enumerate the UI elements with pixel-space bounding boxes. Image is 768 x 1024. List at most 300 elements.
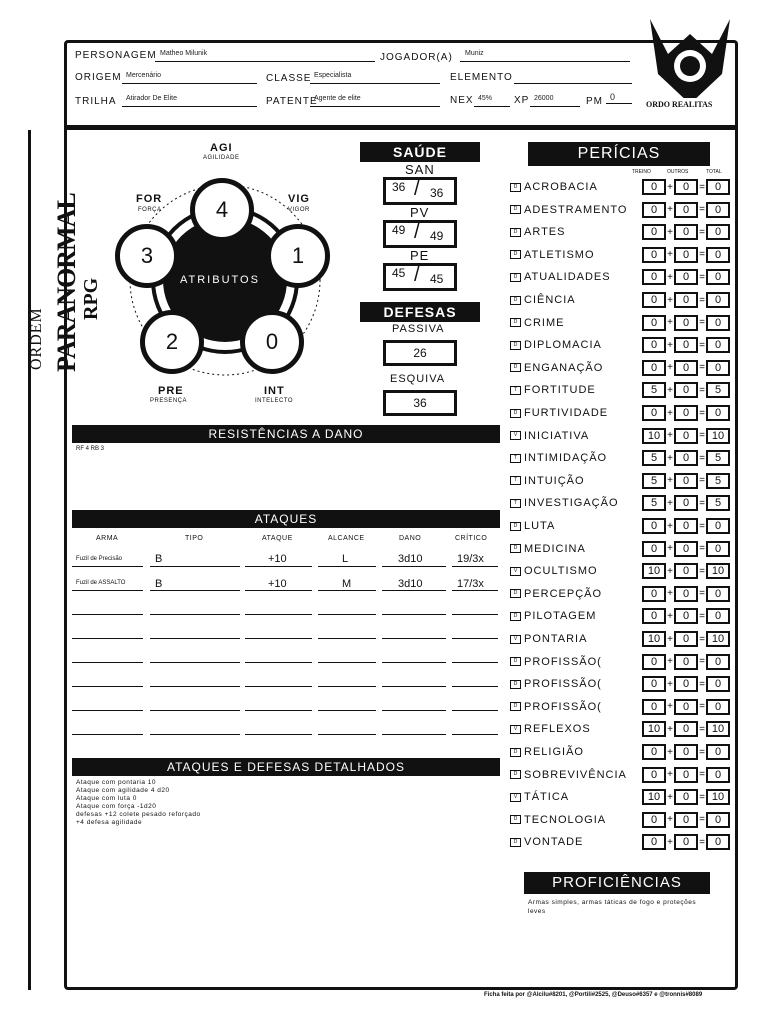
- attack-cell-line: [382, 734, 446, 735]
- skill-outros[interactable]: 0: [674, 834, 698, 850]
- skill-treino[interactable]: 0: [642, 269, 666, 285]
- skill-outros[interactable]: 0: [674, 541, 698, 557]
- plus-icon: +: [667, 384, 673, 396]
- for-value[interactable]: 3: [115, 224, 179, 288]
- col-dano: DANO: [399, 535, 422, 542]
- origem-value[interactable]: Mercenário: [126, 72, 162, 79]
- pre-label: PRE: [158, 385, 184, 397]
- skill-name: CIÊNCIA: [524, 294, 576, 306]
- skill-treino[interactable]: 0: [642, 834, 666, 850]
- skill-outros[interactable]: 0: [674, 428, 698, 444]
- skill-treino[interactable]: 0: [642, 315, 666, 331]
- attack-cell-line: [382, 638, 446, 639]
- skill-treino[interactable]: 10: [642, 721, 666, 737]
- skill-tag: T: [510, 454, 521, 463]
- skill-outros[interactable]: 0: [674, 654, 698, 670]
- plus-icon: +: [667, 588, 673, 600]
- detalhados-list[interactable]: [76, 779, 201, 827]
- equals-icon: =: [699, 452, 705, 464]
- equals-icon: =: [699, 497, 705, 509]
- skill-name: INTUIÇÃO: [524, 474, 585, 487]
- agi-value[interactable]: 4: [190, 178, 254, 242]
- attack-cell-line: [318, 614, 376, 615]
- resistencias-text[interactable]: RF 4 RB 3: [76, 446, 105, 452]
- equals-icon: =: [699, 362, 705, 374]
- skill-row: [510, 630, 735, 648]
- detalhe-line: Ataque com agilidade 4 d20: [76, 787, 170, 794]
- attack-cell-line: [382, 686, 446, 687]
- skill-tag: D: [510, 815, 521, 824]
- col-treino: TREINO: [632, 169, 651, 175]
- jogador-line: [460, 50, 630, 62]
- vig-sub: VIGOR: [288, 207, 310, 213]
- skill-tag: D: [510, 589, 521, 598]
- attack-cell-line: [318, 566, 376, 567]
- patente-value[interactable]: Agente de elite: [314, 95, 361, 102]
- skill-name: PROFISSÃO(: [524, 678, 602, 691]
- vig-value[interactable]: 1: [266, 224, 330, 288]
- attack-2-alcance[interactable]: M: [342, 578, 352, 590]
- equals-icon: =: [699, 769, 705, 781]
- skill-outros[interactable]: 0: [674, 382, 698, 398]
- skill-name: PERCEPÇÃO: [524, 587, 603, 600]
- attack-cell-line: [382, 614, 446, 615]
- attack-cell-line: [72, 662, 143, 663]
- skill-outros[interactable]: 0: [674, 360, 698, 376]
- skill-outros[interactable]: 0: [674, 812, 698, 828]
- skill-treino[interactable]: 0: [642, 202, 666, 218]
- skill-tag: D: [510, 341, 521, 350]
- skill-treino[interactable]: 0: [642, 337, 666, 353]
- skill-name: PROFISSÃO(: [524, 700, 602, 713]
- col-alcance: ALCANCE: [328, 535, 365, 542]
- skill-total: 10: [706, 563, 730, 579]
- skill-total: 0: [706, 292, 730, 308]
- pv-slash: /: [414, 221, 420, 243]
- skill-total: 10: [706, 428, 730, 444]
- detalhe-line: Ataque com luta 0: [76, 795, 137, 802]
- attack-cell-line: [245, 686, 312, 687]
- vig-label: VIG: [288, 193, 310, 205]
- skill-outros[interactable]: 0: [674, 315, 698, 331]
- attack-cell-line: [72, 710, 143, 711]
- skill-treino[interactable]: 0: [642, 586, 666, 602]
- attack-cell-line: [72, 734, 143, 735]
- skill-row: [510, 720, 735, 738]
- attack-1-tipo[interactable]: B: [155, 553, 163, 565]
- skill-tag: D: [510, 273, 521, 282]
- skill-treino[interactable]: 0: [642, 224, 666, 240]
- attack-cell-line: [245, 566, 312, 567]
- attack-cell-line: [72, 686, 143, 687]
- pv-current[interactable]: 49: [392, 223, 406, 237]
- skill-treino[interactable]: 10: [642, 789, 666, 805]
- attack-cell-line: [245, 734, 312, 735]
- col-ataque: ATAQUE: [262, 535, 293, 542]
- skill-treino[interactable]: 0: [642, 179, 666, 195]
- equals-icon: =: [699, 204, 705, 216]
- skill-name: FURTIVIDADE: [524, 407, 609, 419]
- skill-total: 5: [706, 450, 730, 466]
- pe-current[interactable]: 45: [392, 266, 406, 280]
- plus-icon: +: [667, 701, 673, 713]
- skill-outros[interactable]: 0: [674, 450, 698, 466]
- plus-icon: +: [667, 475, 673, 487]
- skill-total: 0: [706, 608, 730, 624]
- trilha-label: TRILHA: [75, 96, 117, 107]
- equals-icon: =: [699, 317, 705, 329]
- skill-outros[interactable]: 0: [674, 676, 698, 692]
- attack-cell-line: [150, 638, 240, 639]
- skill-outros[interactable]: 0: [674, 563, 698, 579]
- skill-row: [510, 675, 735, 693]
- skill-name: PONTARIA: [524, 633, 588, 645]
- detalhe-line: Ataque com pontaria 10: [76, 779, 157, 786]
- skill-row: [510, 811, 735, 829]
- nex-label: NEX: [450, 95, 474, 106]
- attack-cell-line: [452, 638, 498, 639]
- skill-total: 0: [706, 834, 730, 850]
- skill-name: OCULTISMO: [524, 565, 598, 578]
- equals-icon: =: [699, 407, 705, 419]
- skill-row: [510, 201, 735, 219]
- pm-value[interactable]: 0: [610, 92, 616, 102]
- skill-outros[interactable]: 0: [674, 247, 698, 263]
- pre-value[interactable]: 2: [140, 310, 204, 374]
- equals-icon: =: [699, 678, 705, 690]
- plus-icon: +: [667, 610, 673, 622]
- attack-2-dano[interactable]: 3d10: [398, 578, 423, 590]
- skill-total: 0: [706, 586, 730, 602]
- skill-name: TÁTICA: [524, 791, 570, 804]
- skill-treino[interactable]: 0: [642, 541, 666, 557]
- equals-icon: =: [699, 565, 705, 577]
- brand-rpg: RPG: [80, 277, 102, 320]
- skill-tag: T: [510, 476, 521, 485]
- skill-row: [510, 336, 735, 354]
- for-label: FOR: [136, 193, 163, 205]
- attack-cell-line: [150, 734, 240, 735]
- brand-paranormal: PARANORMAL: [52, 193, 81, 372]
- int-label: INT: [264, 385, 285, 397]
- skill-tag: D: [510, 409, 521, 418]
- attack-cell-line: [318, 662, 376, 663]
- personagem-line: [155, 50, 375, 62]
- skill-outros[interactable]: 0: [674, 767, 698, 783]
- skill-row: [510, 788, 735, 806]
- skill-treino[interactable]: 0: [642, 608, 666, 624]
- skill-name: RELIGIÃO: [524, 746, 584, 758]
- equals-icon: =: [699, 430, 705, 442]
- attack-cell-line: [245, 662, 312, 663]
- attack-2-tipo[interactable]: B: [155, 578, 163, 590]
- skill-tag: D: [510, 657, 521, 666]
- plus-icon: +: [667, 633, 673, 645]
- skill-treino[interactable]: 0: [642, 518, 666, 534]
- attack-cell-line: [150, 710, 240, 711]
- skill-total: 0: [706, 812, 730, 828]
- skill-row: [510, 178, 735, 196]
- skill-tag: D: [510, 228, 521, 237]
- skill-total: 0: [706, 541, 730, 557]
- equals-icon: =: [699, 746, 705, 758]
- skill-tag: D: [510, 702, 521, 711]
- plus-icon: +: [667, 317, 673, 329]
- skill-treino[interactable]: 5: [642, 473, 666, 489]
- equals-icon: =: [699, 226, 705, 238]
- skill-total: 0: [706, 337, 730, 353]
- skill-row: [510, 562, 735, 580]
- equals-icon: =: [699, 181, 705, 193]
- plus-icon: +: [667, 452, 673, 464]
- elemento-line: [514, 72, 632, 84]
- skill-treino[interactable]: 0: [642, 699, 666, 715]
- col-outros: OUTROS: [667, 169, 689, 175]
- plus-icon: +: [667, 407, 673, 419]
- int-value[interactable]: 0: [240, 310, 304, 374]
- skill-name: ARTES: [524, 226, 566, 239]
- skill-treino[interactable]: 0: [642, 292, 666, 308]
- plus-icon: +: [667, 181, 673, 193]
- patente-line: [310, 95, 440, 107]
- skill-outros[interactable]: 0: [674, 224, 698, 240]
- skill-total: 0: [706, 224, 730, 240]
- skill-outros[interactable]: 0: [674, 721, 698, 737]
- skill-total: 0: [706, 518, 730, 534]
- attack-cell-line: [245, 638, 312, 639]
- plus-icon: +: [667, 814, 673, 826]
- skill-total: 10: [706, 631, 730, 647]
- skill-outros[interactable]: 0: [674, 789, 698, 805]
- skill-treino[interactable]: 0: [642, 247, 666, 263]
- attack-cell-line: [452, 734, 498, 735]
- plus-icon: +: [667, 204, 673, 216]
- skill-outros[interactable]: 0: [674, 744, 698, 760]
- skill-tag: D: [510, 612, 521, 621]
- attack-cell-line: [382, 710, 446, 711]
- skill-outros[interactable]: 0: [674, 586, 698, 602]
- skill-row: [510, 494, 735, 512]
- skill-total: 10: [706, 721, 730, 737]
- skill-tag: D: [510, 680, 521, 689]
- xp-label: XP: [514, 95, 530, 106]
- skill-name: MEDICINA: [524, 542, 586, 555]
- skill-treino[interactable]: 5: [642, 495, 666, 511]
- skill-name: ATLETISMO: [524, 248, 595, 261]
- attack-cell-line: [150, 686, 240, 687]
- skill-tag: D: [510, 250, 521, 259]
- header-divider: [64, 125, 738, 130]
- classe-value[interactable]: Especialista: [314, 72, 352, 79]
- skill-tag: V: [510, 567, 521, 576]
- xp-value[interactable]: 26000: [534, 95, 554, 102]
- skill-name: PILOTAGEM: [524, 610, 597, 623]
- plus-icon: +: [667, 678, 673, 690]
- pericias-title: PERÍCIAS: [528, 142, 710, 166]
- attack-1-arma[interactable]: Fuzil de Precisão: [76, 556, 123, 562]
- equals-icon: =: [699, 701, 705, 713]
- skill-tag: V: [510, 793, 521, 802]
- plus-icon: +: [667, 430, 673, 442]
- skill-treino[interactable]: 0: [642, 812, 666, 828]
- skill-treino[interactable]: 0: [642, 744, 666, 760]
- san-slash: /: [414, 178, 420, 200]
- skill-total: 0: [706, 654, 730, 670]
- san-label: SAN: [405, 162, 435, 177]
- plus-icon: +: [667, 339, 673, 351]
- skill-treino[interactable]: 0: [642, 676, 666, 692]
- skill-total: 0: [706, 699, 730, 715]
- skill-treino[interactable]: 0: [642, 405, 666, 421]
- skill-name: REFLEXOS: [524, 723, 591, 736]
- skill-row: [510, 223, 735, 241]
- attack-cell-line: [452, 590, 498, 591]
- skill-name: ADESTRAMENTO: [524, 203, 628, 216]
- skill-total: 0: [706, 360, 730, 376]
- skill-row: [510, 449, 735, 467]
- skill-row: [510, 314, 735, 332]
- skill-treino[interactable]: 10: [642, 631, 666, 647]
- skill-row: [510, 359, 735, 377]
- equals-icon: =: [699, 723, 705, 735]
- brand-vertical-2: [52, 193, 82, 372]
- equals-icon: =: [699, 656, 705, 668]
- skill-treino[interactable]: 5: [642, 450, 666, 466]
- plus-icon: +: [667, 226, 673, 238]
- skill-treino[interactable]: 0: [642, 360, 666, 376]
- xp-line: [530, 95, 580, 107]
- skill-outros[interactable]: 0: [674, 202, 698, 218]
- footer-credits: Ficha feita por @Alcilu#8201, @Portili#2525, @Deuso#6357 e @tronnis#8089: [484, 992, 703, 998]
- skill-row: [510, 517, 735, 535]
- skill-name: PROFISSÃO(: [524, 655, 602, 668]
- agi-label: AGI: [210, 142, 233, 154]
- detalhe-line: defesas +12 colete pesado reforçado: [76, 811, 201, 818]
- skill-outros[interactable]: 0: [674, 518, 698, 534]
- equals-icon: =: [699, 520, 705, 532]
- skill-total: 5: [706, 382, 730, 398]
- skill-treino[interactable]: 5: [642, 382, 666, 398]
- ataques-title: ATAQUES: [72, 510, 500, 528]
- attack-cell-line: [150, 662, 240, 663]
- personagem-value[interactable]: Matheo Milunik: [160, 50, 208, 57]
- detalhados-title: ATAQUES E DEFESAS DETALHADOS: [72, 758, 500, 776]
- pv-max: 49: [430, 229, 444, 243]
- attack-cell-line: [72, 614, 143, 615]
- attack-cell-line: [382, 662, 446, 663]
- pm-line: [606, 92, 632, 104]
- attack-cell-line: [452, 614, 498, 615]
- ordo-realitas-logo: [640, 14, 740, 114]
- attack-cell-line: [150, 590, 240, 591]
- skill-tag: D: [510, 205, 521, 214]
- skill-outros[interactable]: 0: [674, 495, 698, 511]
- equals-icon: =: [699, 249, 705, 261]
- passiva-box[interactable]: 26: [383, 340, 457, 366]
- skill-outros[interactable]: 0: [674, 337, 698, 353]
- attack-2-ataque[interactable]: +10: [268, 578, 287, 590]
- attack-cell-line: [382, 590, 446, 591]
- attack-1-alcance[interactable]: L: [342, 553, 349, 565]
- classe-label: CLASSE: [266, 73, 312, 84]
- proficiencias-text[interactable]: Armas simples, armas táticas de fogo e proteções leves: [528, 899, 697, 915]
- skill-outros[interactable]: 0: [674, 405, 698, 421]
- attack-cell-line: [72, 566, 143, 567]
- skill-outros[interactable]: 0: [674, 699, 698, 715]
- elemento-label: ELEMENTO: [450, 72, 513, 83]
- skill-outros[interactable]: 0: [674, 269, 698, 285]
- skill-row: [510, 404, 735, 422]
- skill-total: 0: [706, 202, 730, 218]
- attack-1-dano[interactable]: 3d10: [398, 553, 423, 565]
- attack-cell-line: [452, 686, 498, 687]
- skill-tag: D: [510, 183, 521, 192]
- san-current[interactable]: 36: [392, 180, 406, 194]
- equals-icon: =: [699, 294, 705, 306]
- attack-cell-line: [318, 710, 376, 711]
- attack-2-critico[interactable]: 17/3x: [457, 578, 484, 590]
- pe-max: 45: [430, 272, 444, 286]
- origem-label: ORIGEM: [75, 72, 122, 83]
- equals-icon: =: [699, 543, 705, 555]
- plus-icon: +: [667, 746, 673, 758]
- attack-1-critico[interactable]: 19/3x: [457, 553, 484, 565]
- esquiva-box[interactable]: 36: [383, 390, 457, 416]
- skill-total: 0: [706, 315, 730, 331]
- skill-tag: D: [510, 770, 521, 779]
- skill-total: 0: [706, 269, 730, 285]
- trilha-value[interactable]: Atirador De Elite: [126, 95, 177, 102]
- skill-outros[interactable]: 0: [674, 473, 698, 489]
- skill-row: [510, 427, 735, 445]
- for-sub: FORÇA: [138, 207, 162, 213]
- skill-tag: V: [510, 725, 521, 734]
- skill-treino[interactable]: 10: [642, 563, 666, 579]
- nex-value[interactable]: 45%: [478, 95, 493, 102]
- skill-name: SOBREVIVÊNCIA: [524, 768, 627, 781]
- attack-cell-line: [150, 566, 240, 567]
- pe-label: PE: [410, 248, 430, 263]
- skill-treino[interactable]: 10: [642, 428, 666, 444]
- skill-outros[interactable]: 0: [674, 179, 698, 195]
- skill-row: [510, 743, 735, 761]
- skill-total: 0: [706, 247, 730, 263]
- skill-row: [510, 246, 735, 264]
- attack-cell-line: [452, 662, 498, 663]
- skill-outros[interactable]: 0: [674, 631, 698, 647]
- attack-2-arma[interactable]: Fuzil de ASSALTO: [76, 580, 126, 586]
- proficiencias-title: PROFICIÊNCIAS: [524, 872, 710, 894]
- esquiva-label: ESQUIVA: [390, 373, 446, 385]
- jogador-value[interactable]: Muniz: [465, 50, 484, 57]
- skill-row: [510, 381, 735, 399]
- equals-icon: =: [699, 610, 705, 622]
- passiva-label: PASSIVA: [392, 323, 445, 335]
- skill-treino[interactable]: 0: [642, 654, 666, 670]
- skill-outros[interactable]: 0: [674, 608, 698, 624]
- attack-1-ataque[interactable]: +10: [268, 553, 287, 565]
- attack-cell-line: [245, 614, 312, 615]
- skill-treino[interactable]: 0: [642, 767, 666, 783]
- equals-icon: =: [699, 588, 705, 600]
- skill-tag: T: [510, 386, 521, 395]
- skill-row: [510, 607, 735, 625]
- skill-name: VONTADE: [524, 836, 584, 849]
- skill-total: 0: [706, 676, 730, 692]
- skill-outros[interactable]: 0: [674, 292, 698, 308]
- plus-icon: +: [667, 362, 673, 374]
- plus-icon: +: [667, 271, 673, 283]
